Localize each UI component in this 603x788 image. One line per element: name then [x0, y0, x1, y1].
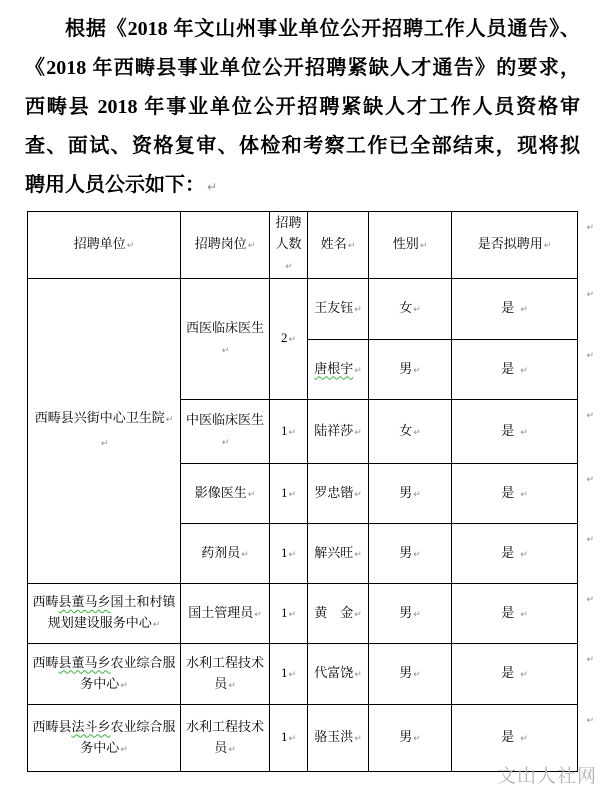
- site-watermark: 文山人社网: [496, 766, 597, 787]
- paragraph-mark-icon: ↵: [354, 670, 362, 680]
- position-cell: 中医临床医生↵: [181, 400, 270, 464]
- paragraph-mark-icon: ↵: [520, 427, 528, 438]
- hired-cell: 是 ↵ ↵: [452, 400, 578, 464]
- paragraph-mark-icon: ↵: [520, 305, 528, 315]
- gender-cell: 男↵: [369, 340, 452, 400]
- paragraph-mark-icon: ↵: [347, 241, 356, 251]
- paragraph-mark-icon: ↵: [354, 734, 362, 744]
- header-label: 姓名: [320, 236, 347, 251]
- row-end-mark-icon: ↵: [586, 351, 594, 361]
- intro-line: [25, 166, 580, 207]
- paragraph-mark-icon: ↵: [413, 734, 421, 744]
- gender-cell: 男↵: [369, 644, 452, 705]
- position-cell: 西医临床医生↵: [181, 279, 270, 400]
- paragraph-mark-icon: ↵: [354, 609, 362, 620]
- paragraph-mark-icon: ↵: [354, 489, 362, 500]
- paragraph-mark-icon: ↵: [288, 549, 297, 560]
- intro-line: [25, 10, 580, 49]
- paragraph-mark-icon: ↵: [354, 305, 362, 315]
- header-label: 招聘岗位: [194, 236, 247, 251]
- header-label: 性别: [392, 236, 419, 251]
- table-row: [28, 705, 578, 772]
- empty-line: [30, 431, 178, 455]
- row-end-mark-icon: ↵: [586, 535, 594, 545]
- hired-cell: 是 ↵ ↵: [452, 705, 578, 772]
- position-cell: 水利工程技术员↵: [181, 705, 270, 772]
- header-cell-unit: [28, 212, 181, 279]
- name-cell: 黄 金↵: [308, 584, 369, 644]
- count-cell: 1↵: [270, 464, 308, 524]
- paragraph-mark-icon: ↵: [228, 680, 236, 691]
- header-cell-count: [270, 212, 308, 279]
- paragraph-mark-icon: ↵: [413, 609, 421, 620]
- gender-cell: 女↵: [369, 279, 452, 340]
- position-cell: 药剂员↵: [181, 524, 270, 584]
- header-label: 招聘人数: [275, 215, 302, 251]
- name-cell: [308, 340, 369, 400]
- position-cell: 影像医生↵: [181, 464, 270, 524]
- grammar-mark-text: 唐根宇: [314, 360, 354, 376]
- paragraph-mark-icon: ↵: [354, 549, 362, 560]
- row-end-mark-icon: ↵: [586, 475, 594, 485]
- count-cell: 1↵: [270, 644, 308, 705]
- unit-cell: 西畴县董马乡国土和村镇规划建设服务中心↵: [28, 584, 181, 644]
- gender-cell: 男↵: [369, 705, 452, 772]
- paragraph-mark-icon: ↵: [126, 241, 135, 251]
- count-cell: 1↵: [270, 584, 308, 644]
- paragraph-mark-icon: ↵: [100, 439, 109, 449]
- hired-cell: 是 ↵ ↵: [452, 340, 578, 400]
- paragraph-mark-icon: ↵: [413, 670, 421, 680]
- paragraph-mark-icon: ↵: [288, 670, 297, 680]
- header-cell-position: [181, 212, 270, 279]
- intro-line-text: 西畴县 2018 年事业单位公开招聘紧缺人才工作人员资格审: [25, 96, 580, 118]
- unit-name: 西畴县兴街中心卫生院↵: [34, 410, 174, 425]
- gender-cell: 男↵: [369, 524, 452, 584]
- paragraph-mark-icon: ↵: [413, 489, 421, 500]
- hired-cell: 是 ↵ ↵: [452, 644, 578, 705]
- name-cell: 代富饶↵: [308, 644, 369, 705]
- paragraph-mark-icon: ↵: [520, 365, 528, 376]
- paragraph-mark-icon: ↵: [520, 609, 528, 620]
- recruitment-table: [27, 211, 594, 772]
- header-label: 招聘单位: [73, 236, 126, 251]
- table-header-row: [28, 212, 578, 279]
- intro-line-text: 根据《2018 年文山州事业单位公开招聘工作人员通告》、: [65, 18, 580, 40]
- count-cell: 1↵: [270, 705, 308, 772]
- header-cell-gender: [369, 212, 452, 279]
- name-cell: 罗忠锴↵: [308, 464, 369, 524]
- gender-cell: 女↵: [369, 400, 452, 464]
- row-end-mark-icon: ↵: [586, 411, 594, 421]
- paragraph-mark-icon: ↵: [221, 345, 230, 356]
- paragraph-mark-icon: ↵: [207, 180, 218, 194]
- paragraph-mark-icon: ↵: [288, 335, 297, 345]
- intro-paragraph: [25, 10, 580, 207]
- paragraph-mark-icon: ↵: [413, 427, 421, 438]
- paragraph-mark-icon: ↵: [241, 549, 249, 560]
- grammar-mark-text: 县董马乡: [58, 594, 111, 609]
- header-label: 是否拟聘用: [477, 236, 543, 251]
- grammar-mark-text: 县董马乡: [58, 654, 111, 670]
- count-cell: 1↵: [270, 524, 308, 584]
- hired-cell: 是 ↵ ↵: [452, 279, 578, 340]
- intro-line-text: 查、面试、资格复审、体检和考察工作已全部结束，现将拟: [25, 135, 580, 157]
- table-row: [28, 279, 578, 340]
- paragraph-mark-icon: ↵: [120, 680, 128, 691]
- hired-cell: 是 ↵ ↵: [452, 584, 578, 644]
- paragraph-mark-icon: ↵: [247, 489, 256, 500]
- row-end-mark-icon: ↵: [586, 655, 594, 665]
- paragraph-mark-icon: ↵: [419, 241, 428, 251]
- name-cell: 骆玉洪↵: [308, 705, 369, 772]
- paragraph-mark-icon: ↵: [254, 609, 262, 620]
- paragraph-mark-icon: ↵: [285, 262, 293, 272]
- paragraph-mark-icon: ↵: [520, 489, 528, 500]
- name-cell: 王友钰↵: [308, 279, 369, 340]
- header-cell-hired: [452, 212, 594, 279]
- paragraph-mark-icon: ↵: [354, 427, 362, 438]
- paragraph-mark-icon: ↵: [288, 609, 297, 620]
- intro-line: [25, 127, 580, 166]
- gender-cell: 男↵: [369, 584, 452, 644]
- intro-line-text: 聘用人员公示如下：: [25, 174, 205, 196]
- paragraph-mark-icon: ↵: [120, 744, 128, 755]
- paragraph-mark-icon: ↵: [413, 549, 421, 560]
- gender-cell: 男↵: [369, 464, 452, 524]
- position-cell: 水利工程技术员↵: [181, 644, 270, 705]
- row-end-mark-icon: ↵: [586, 716, 594, 726]
- row-end-mark-icon: ↵: [586, 595, 594, 605]
- unit-cell: [28, 279, 181, 584]
- paragraph-mark-icon: ↵: [520, 734, 528, 744]
- hired-cell: 是 ↵ ↵: [452, 464, 578, 524]
- count-cell: 2↵: [270, 279, 308, 400]
- header-cell-name: [308, 212, 369, 279]
- grammar-mark-text: 法斗乡: [71, 718, 111, 734]
- table-row: [28, 644, 578, 705]
- row-end-mark-icon: ↵: [586, 290, 594, 300]
- paragraph-mark-icon: ↵: [152, 620, 161, 630]
- paragraph-mark-icon: ↵: [165, 415, 174, 425]
- row-end-mark-icon: ↵: [586, 223, 594, 233]
- intro-line: [25, 49, 580, 88]
- name-cell: 解兴旺↵: [308, 524, 369, 584]
- paragraph-mark-icon: ↵: [288, 734, 297, 744]
- paragraph-mark-icon: ↵: [247, 241, 256, 251]
- intro-line: [25, 88, 580, 127]
- hired-cell: 是 ↵ ↵: [452, 524, 578, 584]
- paragraph-mark-icon: ↵: [413, 305, 421, 315]
- paragraph-mark-icon: ↵: [520, 549, 528, 560]
- paragraph-mark-icon: ↵: [288, 427, 297, 438]
- paragraph-mark-icon: ↵: [413, 365, 421, 376]
- paragraph-mark-icon: ↵: [543, 241, 552, 251]
- paragraph-mark-icon: ↵: [288, 489, 297, 500]
- position-cell: 国土管理员↵: [181, 584, 270, 644]
- unit-cell: 西畴县董马乡农业综合服务中心↵: [28, 644, 181, 705]
- paragraph-mark-icon: ↵: [228, 744, 236, 755]
- paragraph-mark-icon: ↵: [520, 670, 528, 680]
- paragraph-mark-icon: ↵: [354, 365, 362, 376]
- name-cell: 陆祥莎↵: [308, 400, 369, 464]
- unit-cell: 西畴县法斗乡农业综合服务中心↵: [28, 705, 181, 772]
- paragraph-mark-icon: ↵: [221, 438, 230, 448]
- table-row: [28, 584, 578, 644]
- count-cell: 1↵: [270, 400, 308, 464]
- intro-line-text: 《2018 年西畴县事业单位公开招聘紧缺人才通告》的要求，: [25, 57, 580, 79]
